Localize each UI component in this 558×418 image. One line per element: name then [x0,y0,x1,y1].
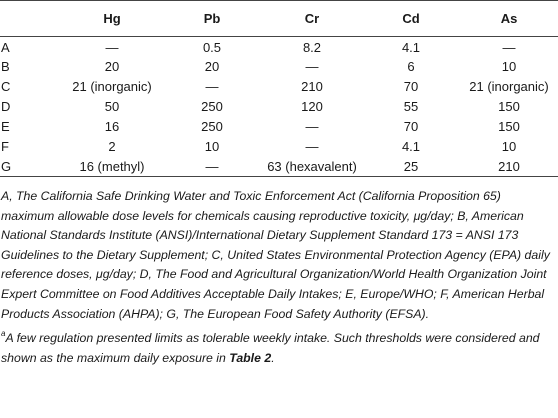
row-label: B [1,59,10,74]
table-cell: 0.5 [202,40,222,56]
table-cell: 70 [403,79,419,94]
table-cell: 2 [108,139,116,154]
table-cell: 55 [403,99,419,114]
table-cell: — [205,79,219,94]
table-cell: 10 [501,59,517,74]
table-cell: 16 [104,119,120,134]
header-cell-cr: Cr [304,11,320,26]
table-cell: 50 [104,99,120,114]
table-cell: 250 [201,99,223,114]
header-cell-pb: Pb [203,11,221,26]
header-cell-row-label [0,1,62,37]
table-cell: 16 (methyl) [79,158,145,174]
row-label: D [1,99,11,114]
table-row [0,117,558,137]
row-label: E [1,119,10,134]
table-notes: A, The California Safe Drinking Water and Toxic Enforcement Act (California Proposition 65) maximum allowable dose levels for chemicals causing reproductive toxicity, μg/day; B, American National Standards Institute (ANSI)/International Dietary Supplement Standard 173 = ANSI 173 Guidelines to the Dietary Supplement; C, United States Environmental Protection Agency (EPA) daily reference doses, μg/day; D, The Food and Agricultural Organization/World Health Organization Joint Expert Committee on Food Additives Acceptable Daily Intakes; E, Europe/WHO; F, American Herbal Products Association (AHPA); G, The European Food Safety Authority (EFSA). [1,189,550,321]
table-cell: 63 (hexavalent) [267,158,357,174]
table-cell: 20 [204,59,220,74]
table-cell: 120 [301,99,323,114]
footnote-marker: a [1,329,6,339]
table-row [0,57,558,77]
table-row [0,77,558,97]
table-cell: 4.1 [401,40,421,56]
table-footnote [0,324,558,368]
table-cell: 10 [204,139,220,154]
data-table [0,0,558,177]
table-reference-link[interactable]: Table 2 [229,350,272,365]
table-row [0,137,558,157]
row-label: F [1,139,9,154]
table-cell: 6 [407,59,415,74]
table-cell: 21 (inorganic) [469,79,549,94]
table-cell: — [305,59,319,74]
table-cell: 150 [498,99,520,114]
table-cell: 210 [498,158,520,174]
table-cell: 70 [403,119,419,134]
table-cell: — [305,139,319,154]
header-cell-hg: Hg [103,11,121,26]
table-row [0,97,558,117]
table-cell: — [105,40,119,56]
table-cell: 4.1 [401,139,421,154]
header-row [0,1,558,37]
row-label: A [1,40,10,56]
table-cell: 210 [301,79,323,94]
row-label: C [1,79,11,94]
table-cell: 8.2 [302,40,322,56]
table-cell: 250 [201,119,223,134]
table-cell: 25 [403,158,419,174]
table-row [0,37,558,57]
header-cell-as: As [500,11,518,26]
table-cell: — [205,158,219,174]
table-cell: 21 (inorganic) [72,79,152,94]
row-label: G [1,158,12,174]
table-cell: 20 [104,59,120,74]
footnote-end: . [271,350,275,365]
footnote-text: A few regulation presented limits as tolerable weekly intake. Such thresholds were considered and shown as the maximum daily exposure in [1,331,540,365]
table-cell: — [502,40,516,56]
table-cell: 150 [498,119,520,134]
table-row [0,157,558,177]
header-cell-cd: Cd [402,11,420,26]
table-cell: — [305,119,319,134]
table-cell: 10 [501,139,517,154]
